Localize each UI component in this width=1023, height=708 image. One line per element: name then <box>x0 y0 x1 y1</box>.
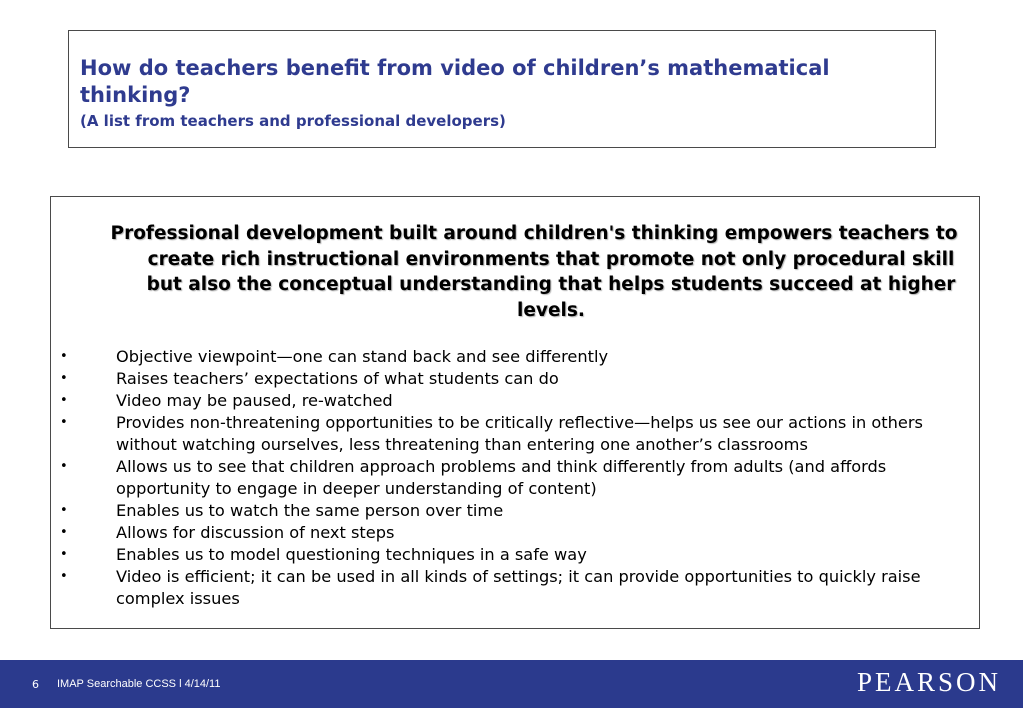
bullet-icon: • <box>60 459 68 474</box>
bullet-icon: • <box>60 371 68 386</box>
content-box <box>50 196 980 629</box>
list-item-text: Enables us to watch the same person over time <box>116 501 504 520</box>
list-item-text: Allows us to see that children approach problems and think differently from adults (and affords opportunity to engage in deeper understanding of content) <box>116 457 887 498</box>
list-item <box>51 346 979 368</box>
list-item <box>51 412 979 456</box>
benefits-list <box>51 346 979 610</box>
footer-caption: IMAP Searchable CCSS l 4/14/11 <box>57 678 221 690</box>
list-item-text: Video may be paused, re-watched <box>116 391 393 410</box>
slide-title: How do teachers benefit from video of children’s mathematical thinking? <box>80 56 830 107</box>
list-item-text: Allows for discussion of next steps <box>116 523 395 542</box>
footer-bar <box>0 660 1023 708</box>
title-box <box>68 30 936 148</box>
list-item-text: Objective viewpoint—one can stand back and see differently <box>116 347 609 366</box>
list-item <box>51 544 979 566</box>
list-item <box>51 390 979 412</box>
bullet-icon: • <box>60 393 68 408</box>
bullet-icon: • <box>60 349 68 364</box>
list-item <box>51 500 979 522</box>
bullet-icon: • <box>60 525 68 540</box>
list-item <box>51 522 979 544</box>
page-number: 6 <box>32 678 39 691</box>
slide-subtitle: (A list from teachers and professional developers) <box>80 112 506 130</box>
bullet-icon: • <box>60 503 68 518</box>
list-item-text: Provides non-threatening opportunities to be critically reflective—helps us see our actions in others without watching ourselves, less threatening than entering one another’s classrooms <box>116 413 923 454</box>
bullet-icon: • <box>60 547 68 562</box>
list-item-text: Enables us to model questioning techniques in a safe way <box>116 545 587 564</box>
bullet-icon: • <box>60 415 68 430</box>
list-item <box>51 456 979 500</box>
list-item-text: Video is efficient; it can be used in all kinds of settings; it can provide opportunities to quickly raise complex issues <box>116 567 921 608</box>
list-item <box>51 368 979 390</box>
list-item <box>51 566 979 610</box>
bullet-icon: • <box>60 569 68 584</box>
lead-statement: Professional development built around children's thinking empowers teachers to create rich instructional environments that promote not only procedural skill but also the conceptual understanding that helps students succeed at higher levels. <box>110 223 958 321</box>
list-item-text: Raises teachers’ expectations of what students can do <box>116 369 559 388</box>
pearson-logo: PEARSON <box>856 667 1001 697</box>
